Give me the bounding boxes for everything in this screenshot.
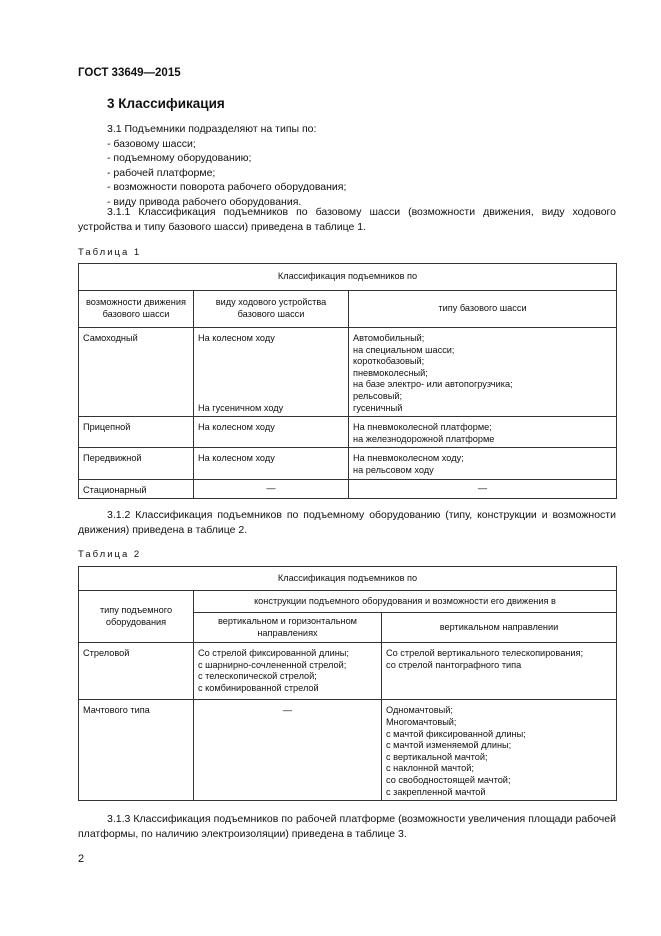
- document-header: ГОСТ 33649—2015: [78, 67, 181, 79]
- table-cell-line: с вертикальной мачтой;: [386, 751, 488, 762]
- table-cell-line: на специальном шасси;: [353, 344, 455, 355]
- table-cell-line: Многомачтовый;: [386, 716, 457, 727]
- table-cell-line: с закрепленной мачтой: [386, 786, 486, 797]
- table-cell: —: [349, 479, 617, 499]
- intro-block: [107, 122, 617, 210]
- table2-header-top: Классификация подъемников по: [79, 567, 617, 591]
- table-row: [79, 448, 617, 479]
- table-cell-line: на базе электро- или автопогрузчика;: [353, 379, 513, 390]
- table1-header-col3: типу базового шасси: [349, 291, 617, 328]
- table-cell: —: [194, 700, 382, 801]
- list-item: - возможности поворота рабочего оборудования;: [107, 181, 347, 194]
- table-1: [78, 263, 617, 499]
- paragraph-3-1-1: 3.1.1 Классификация подъемников по базовому шасси (возможности движения, виду ходового устройства и типу базового шасси) приведена в таблице 1.: [78, 206, 616, 233]
- page-number: 2: [78, 853, 85, 865]
- table-cell-line: со стрелой пантографного типа: [386, 659, 522, 670]
- table-cell-line: Автомобильный;: [353, 333, 425, 343]
- table-cell-line: короткобазовый;: [353, 356, 425, 367]
- table-cell: На колесном ходу: [194, 448, 349, 479]
- table-cell: Самоходный: [79, 328, 194, 417]
- table-cell-line: с шарнирно-сочлененной стрелой;: [198, 659, 347, 670]
- table-cell: На колесном ходу: [198, 333, 275, 343]
- table-cell: Прицепной: [79, 417, 194, 448]
- table-cell: Стреловой: [79, 643, 194, 700]
- list-item: - подъемному оборудованию;: [107, 152, 252, 165]
- table-row: [79, 479, 617, 499]
- table-cell-line: гусеничный: [353, 402, 403, 413]
- table1-caption: Таблица 1: [78, 247, 142, 258]
- table2-header-col1: типу подъемного оборудования: [79, 591, 194, 643]
- table2-header-group: конструкции подъемного оборудования и возможности его движения в: [194, 591, 617, 613]
- table2-caption: Таблица 2: [78, 549, 142, 560]
- table-cell-line: На пневмоколесной платформе;: [353, 422, 492, 433]
- table-row: [79, 700, 617, 801]
- paragraph-3-1-3: 3.1.3 Классификация подъемников по рабочей платформе (возможности увеличения площади рабочей платформы, по наличию электроизоляции) приведена в таблице 3.: [78, 813, 616, 840]
- table-row: [79, 328, 617, 417]
- type-list: [107, 137, 617, 210]
- table1-header-col1: возможности движения базового шасси: [79, 291, 194, 328]
- table-cell-line: с телескопической стрелой;: [198, 671, 317, 682]
- table-cell-line: со свободностоящей мачтой;: [386, 774, 511, 785]
- table-cell-line: Одномачтовый;: [386, 705, 453, 716]
- list-item: - виду привода рабочего оборудования.: [107, 195, 302, 208]
- table-row: [79, 417, 617, 448]
- table-cell: Мачтового типа: [79, 700, 194, 801]
- table-2: [78, 566, 617, 801]
- table-cell-line: на железнодорожной платформе: [353, 433, 495, 444]
- table-cell-line: с мачтой фиксированной длины;: [386, 728, 526, 739]
- table-cell-line: с комбинированной стрелой: [198, 682, 319, 693]
- table2-header-col2: вертикальном и горизонтальном направлениях: [194, 613, 382, 643]
- table-cell: Передвижной: [79, 448, 194, 479]
- table-cell: —: [194, 479, 349, 499]
- table-cell-line: пневмоколесный;: [353, 367, 428, 378]
- table-cell-line: на рельсовом ходу: [353, 464, 434, 475]
- section-title: 3 Классификация: [107, 96, 225, 111]
- table-cell: На колесном ходу: [194, 417, 349, 448]
- table-cell: Стационарный: [79, 479, 194, 499]
- intro-lead: 3.1 Подъемники подразделяют на типы по:: [107, 123, 317, 135]
- table-cell-line: с мачтой изменяемой длины;: [386, 740, 512, 751]
- list-item: - базовому шасси;: [107, 137, 196, 150]
- table-cell-line: с наклонной мачтой;: [386, 763, 474, 774]
- table-cell-line: Со стрелой вертикального телескопирования;: [386, 648, 584, 658]
- table-cell-line: Со стрелой фиксированной длины;: [198, 648, 349, 658]
- table-cell-line: На пневмоколесном ходу;: [353, 453, 464, 464]
- table1-header-col2: виду ходового устройства базового шасси: [194, 291, 349, 328]
- table-row: [79, 643, 617, 700]
- list-item: - рабочей платформе;: [107, 166, 216, 179]
- paragraph-3-1-2: 3.1.2 Классификация подъемников по подъемному оборудованию (типу, конструкции и возможности движения) приведена в таблице 2.: [78, 509, 616, 536]
- table2-header-col3: вертикальном направлении: [382, 613, 617, 643]
- table-cell-line: рельсовый;: [353, 390, 403, 401]
- table-cell: На гусеничном ходу: [198, 402, 284, 413]
- table1-header-top: Классификация подъемников по: [79, 264, 617, 291]
